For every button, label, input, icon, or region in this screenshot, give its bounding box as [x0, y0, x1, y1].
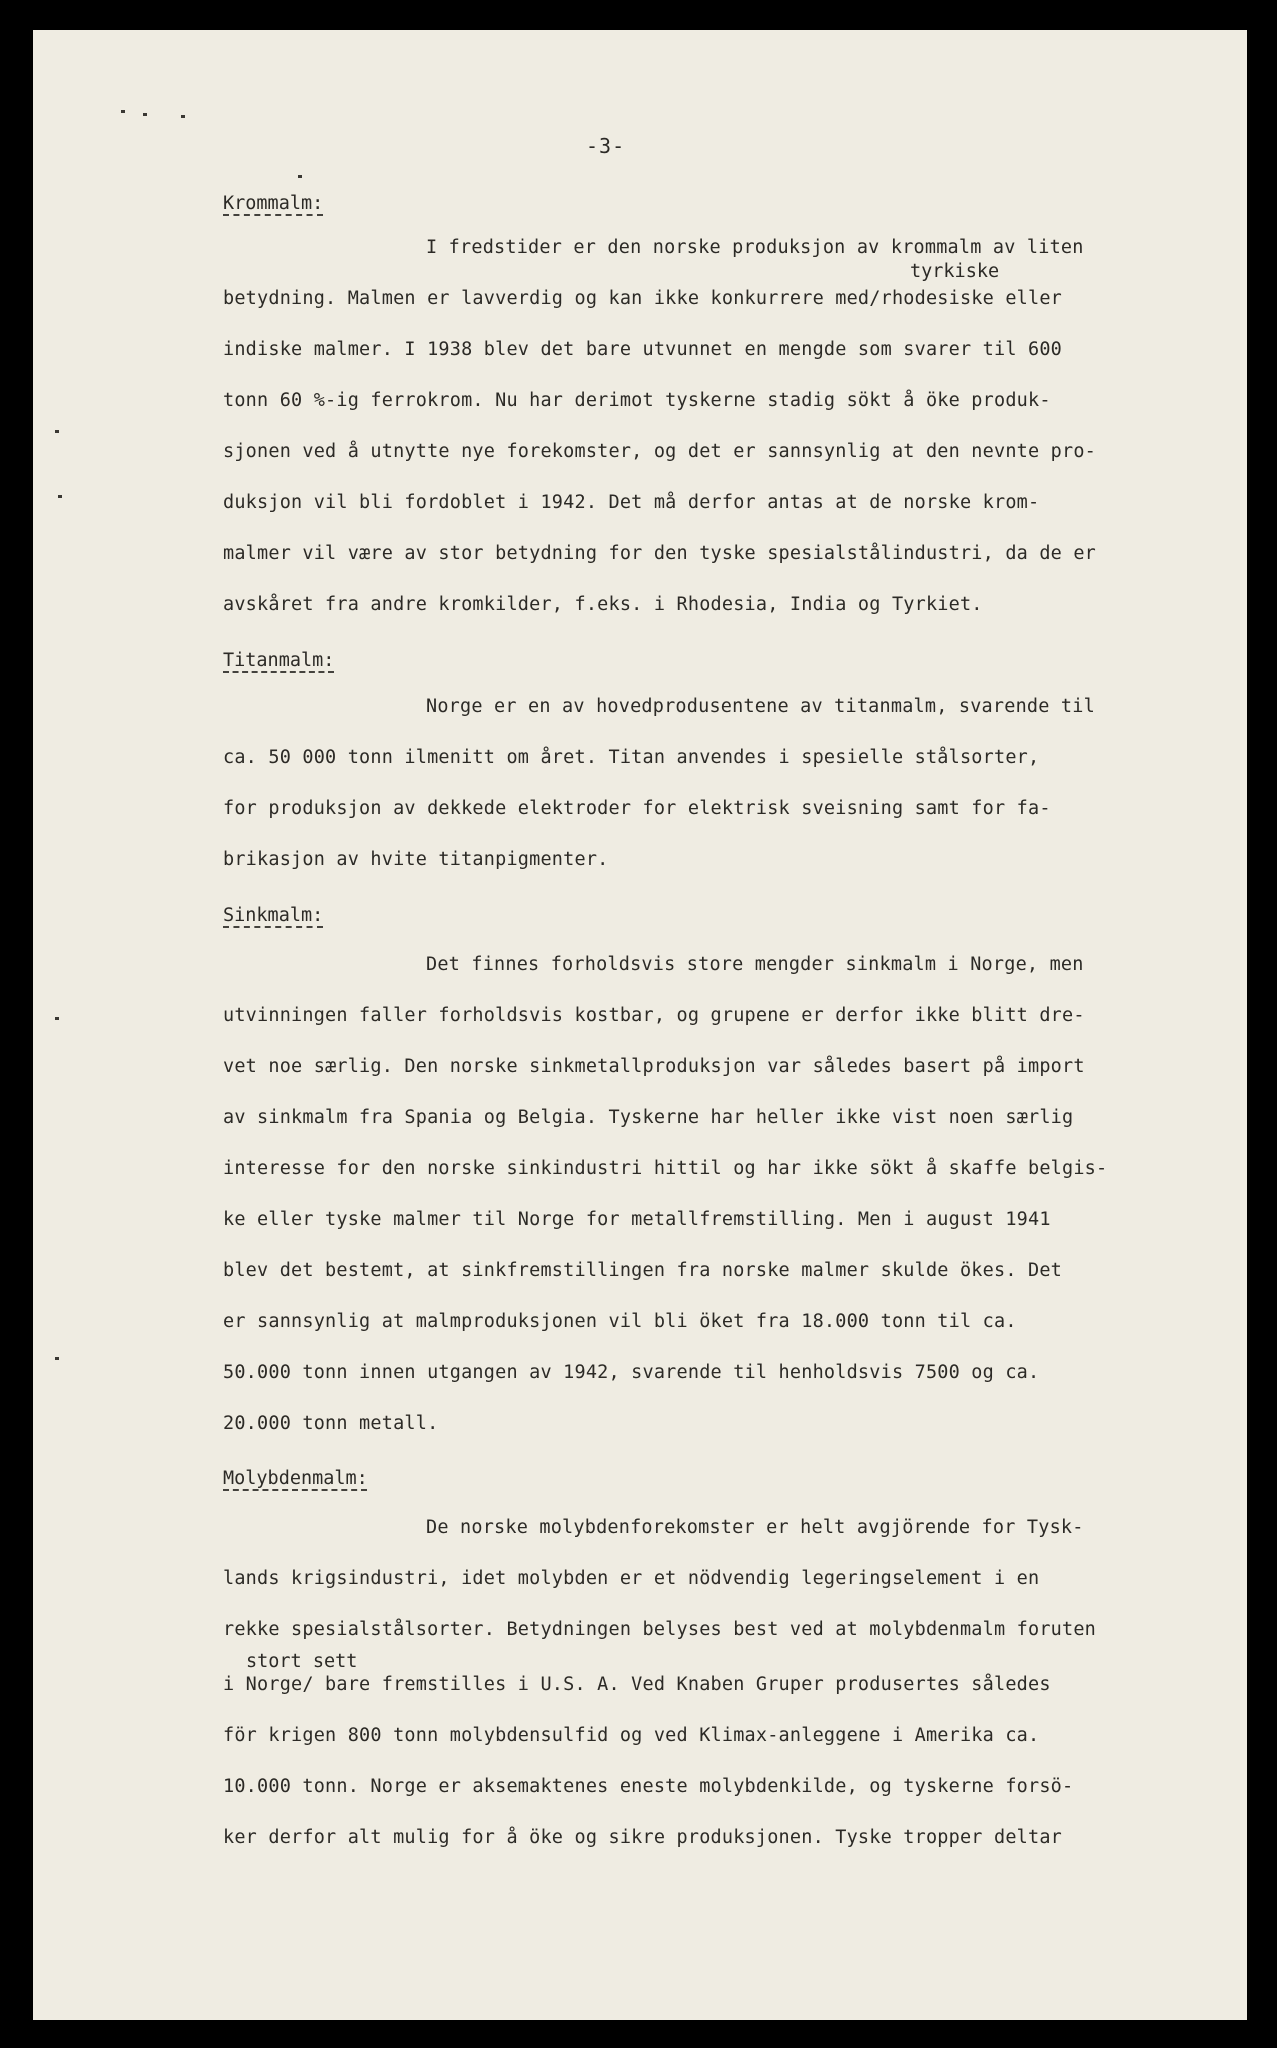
text-line: 10.000 tonn. Norge er aksemaktenes eneste molybdenkilde, og tyskerne forsö-: [223, 1776, 1074, 1797]
text-line: rekke spesialstålsorter. Betydningen belyses best ved at molybdenmalm foruten: [223, 1619, 1097, 1640]
text-line: duksjon vil bli fordoblet i 1942. Det må derfor antas at de norske krom-: [223, 492, 1040, 513]
text-line: sjonen ved å utnytte nye forekomster, og det er sannsynlig at den nevnte pro-: [223, 441, 1097, 462]
text-line: lands krigsindustri, idet molybden er et nödvendig legeringselement i en: [223, 1568, 1040, 1589]
text-line: vet noe særlig. Den norske sinkmetallproduksjon var således basert på import: [223, 1056, 1085, 1077]
text-line: ker derfor alt mulig for å öke og sikre produksjonen. Tyske tropper deltar: [223, 1827, 1063, 1848]
margin-mark: [55, 430, 59, 433]
text-line: av sinkmalm fra Spania og Belgia. Tyskerne har heller ikke vist noen særlig: [223, 1107, 1074, 1128]
text-line: för krigen 800 tonn molybdensulfid og ved Klimax-anleggene i Amerika ca.: [223, 1725, 1040, 1746]
page-number: -3-: [586, 134, 626, 158]
interlinear-insertion: tyrkiske: [910, 261, 1000, 282]
text-line: 20.000 tonn metall.: [223, 1413, 439, 1434]
margin-mark: [143, 113, 147, 116]
margin-mark: [55, 1017, 59, 1020]
text-line: indiske malmer. I 1938 blev det bare utvunnet en mengde som svarer til 600: [223, 339, 1063, 360]
text-line: for produksjon av dekkede elektroder for elektrisk sveisning samt for fa-: [223, 798, 1051, 819]
text-line: ke eller tyske malmer til Norge for metallfremstilling. Men i august 1941: [223, 1209, 1051, 1230]
section-heading-sinkmalm: Sinkmalm:: [223, 905, 324, 926]
text-line: blev det bestemt, at sinkfremstillingen fra norske malmer skulde ökes. Det: [223, 1260, 1063, 1281]
margin-mark: [58, 495, 62, 498]
text-line: De norske molybdenforekomster er helt avgjörende for Tysk-: [426, 1517, 1084, 1538]
section-heading-molybdenmalm: Molybdenmalm:: [223, 1468, 368, 1489]
margin-mark: [55, 1357, 59, 1360]
text-line: avskåret fra andre kromkilder, f.eks. i Rhodesia, India og Tyrkiet.: [223, 594, 983, 615]
margin-mark: [121, 110, 125, 113]
section-heading-titanmalm: Titanmalm:: [223, 650, 335, 671]
text-line: malmer vil være av stor betydning for den tyske spesialstålindustri, da de er: [223, 543, 1097, 564]
interlinear-insertion: stort sett: [246, 1651, 358, 1672]
text-line: ca. 50 000 tonn ilmenitt om året. Titan anvendes i spesielle stålsorter,: [223, 747, 1040, 768]
text-line: er sannsynlig at malmproduksjonen vil bli öket fra 18.000 tonn til ca.: [223, 1311, 1017, 1332]
section-heading-krommalm: Krommalm:: [223, 193, 324, 214]
margin-mark: [181, 115, 185, 118]
text-line: brikasjon av hvite titanpigmenter.: [223, 849, 609, 870]
text-line: i Norge/ bare fremstilles i U.S. A. Ved Knaben Gruper produsertes således: [223, 1674, 1051, 1695]
text-line: interesse for den norske sinkindustri hittil og har ikke sökt å skaffe belgis-: [223, 1158, 1108, 1179]
document-page: [33, 30, 1247, 2020]
text-line: I fredstider er den norske produksjon av krommalm av liten: [426, 237, 1084, 258]
text-line: utvinningen faller forholdsvis kostbar, og grupene er derfor ikke blitt dre-: [223, 1005, 1085, 1026]
text-line: Norge er en av hovedprodusentene av titanmalm, svarende til: [426, 696, 1095, 717]
text-line: 50.000 tonn innen utgangen av 1942, svarende til henholdsvis 7500 og ca.: [223, 1362, 1040, 1383]
margin-mark: [298, 175, 302, 178]
text-line: betydning. Malmen er lavverdig og kan ikke konkurrere med/rhodesiske eller: [223, 288, 1063, 309]
text-line: Det finnes forholdsvis store mengder sinkmalm i Norge, men: [426, 954, 1084, 975]
text-line: tonn 60 %-ig ferrokrom. Nu har derimot tyskerne stadig sökt å öke produk-: [223, 390, 1051, 411]
